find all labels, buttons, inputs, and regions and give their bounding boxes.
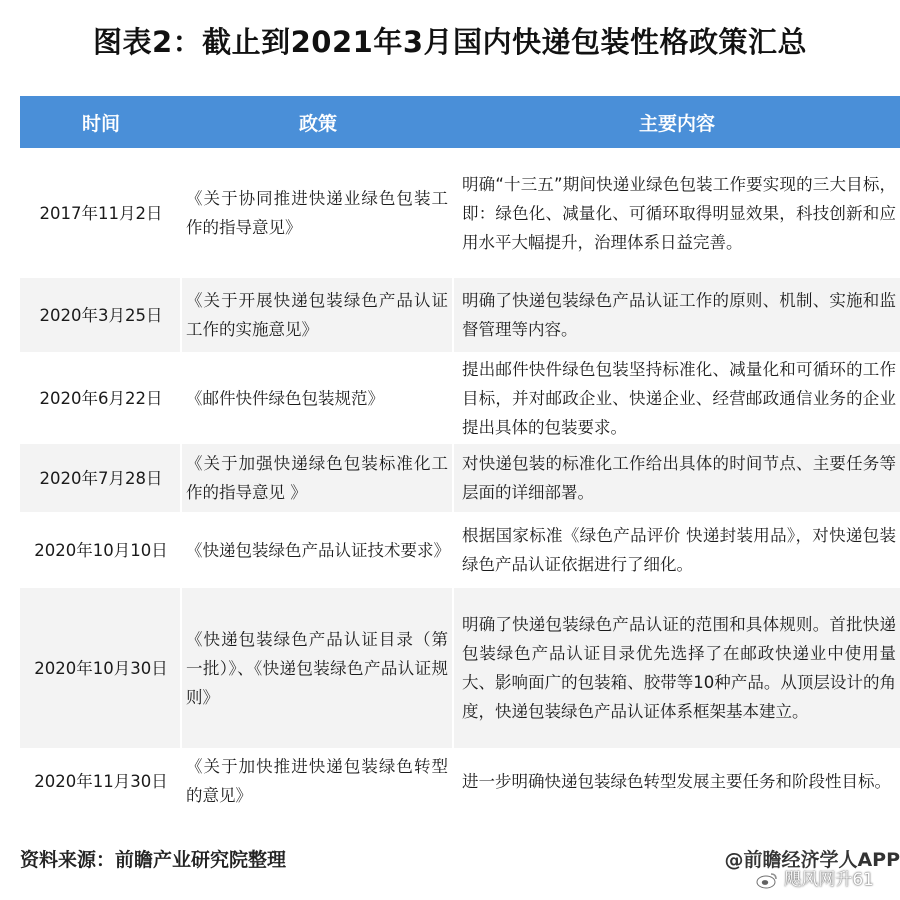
row-policy: 《关于协同推进快递业绿色包装工作的指导意见》 — [182, 148, 454, 278]
row-policy: 《关于开展快递包装绿色产品认证工作的实施意见》 — [182, 278, 454, 352]
row-date: 2020年7月28日 — [20, 444, 182, 512]
table-row — [20, 444, 900, 512]
row-date: 2020年6月22日 — [20, 352, 182, 444]
table-row — [20, 352, 900, 444]
chart-title: 图表2：截止到2021年3月国内快递包装性格政策汇总 — [92, 25, 808, 59]
header-content: 主要内容 — [638, 112, 715, 135]
table-row — [20, 278, 900, 352]
source-note: 资料来源：前瞻产业研究院整理 — [20, 849, 287, 871]
table-row — [20, 588, 900, 748]
row-policy: 《关于加强快递绿色包装标准化工作的指导意见 》 — [182, 444, 454, 512]
header-time: 时间 — [81, 112, 120, 135]
row-policy: 《快递包装绿色产品认证目录（第一批）》、《快递包装绿色产品认证规则》 — [182, 588, 454, 748]
row-date: 2020年11月30日 — [20, 748, 182, 814]
header-policy: 政策 — [298, 112, 337, 135]
row-policy: 《关于加快推进快递包装绿色转型的意见》 — [182, 748, 454, 814]
row-date: 2017年11月2日 — [20, 148, 182, 278]
policy-table — [20, 96, 900, 814]
weibo-icon — [756, 871, 778, 889]
row-date: 2020年10月10日 — [20, 512, 182, 588]
row-policy: 《邮件快件绿色包装规范》 — [182, 352, 454, 444]
row-content: 根据国家标准《绿色产品评价 快递封装用品》，对快递包装绿色产品认证依据进行了细化。 — [462, 526, 896, 574]
row-policy: 《快递包装绿色产品认证技术要求》 — [182, 512, 454, 588]
row-content: 提出邮件快件绿色包装坚持标准化、减量化和可循环的工作目标，并对邮政企业、快递企业、经营邮政通信业务的企业提出具体的包装要求。 — [462, 359, 896, 437]
row-content: 明确“十三五”期间快递业绿色包装工作要实现的三大目标，即：绿色化、减量化、可循环取得明显效果，科技创新和应用水平大幅提升，治理体系日益完善。 — [462, 174, 896, 252]
table-body — [20, 148, 900, 814]
row-content: 明确了快递包装绿色产品认证工作的原则、机制、实施和监督管理等内容。 — [462, 291, 896, 339]
row-content: 对快递包装的标准化工作给出具体的时间节点、主要任务等层面的详细部署。 — [462, 454, 896, 502]
weibo-watermark — [756, 866, 874, 894]
row-date: 2020年10月30日 — [20, 588, 182, 748]
brand-credit: @前瞻经济学人APP — [724, 849, 900, 871]
table-row — [20, 148, 900, 278]
row-content: 明确了快递包装绿色产品认证的范围和具体规则。首批快递包装绿色产品认证目录优先选择了在邮政快递业中使用量大、影响面广的包装箱、胶带等10种产品。从顶层设计的角度，快递包装绿色产品认证体系框架基本建立。 — [462, 615, 896, 721]
table-row — [20, 748, 900, 814]
table-header — [20, 96, 900, 148]
table-row — [20, 512, 900, 588]
row-content: 进一步明确快递包装绿色转型发展主要任务和阶段性目标。 — [462, 771, 891, 791]
row-date: 2020年3月25日 — [20, 278, 182, 352]
weibo-handle: 飓风网升61 — [784, 870, 874, 890]
